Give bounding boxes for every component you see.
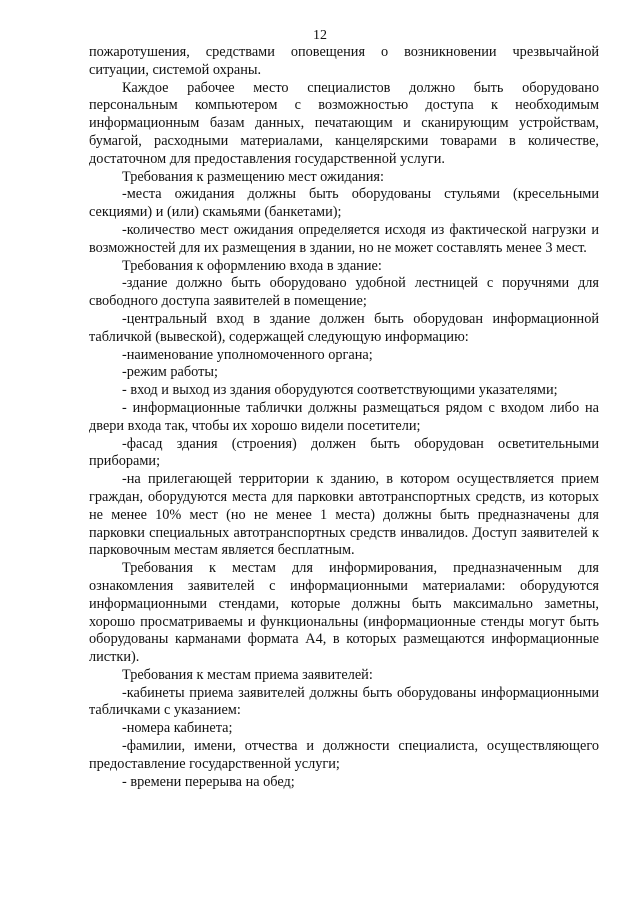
document-body [89, 44, 599, 791]
list-item-entrance-sign: -центральный вход в здание должен быть оборудован информационной табличкой (вывеской), содержащей следующую информацию: [89, 310, 599, 345]
list-item-specialist-name: -фамилии, имени, отчества и должности специалиста, осуществляющего предоставление государственной услуги; [89, 738, 599, 772]
list-item-entry-exit-signs: - вход и выход из здания оборудуются соответствующими указателями; [122, 382, 558, 399]
paragraph-continuation: пожаротушения, средствами оповещения о возникновении чрезвычайной ситуации, системой охраны. [89, 44, 599, 78]
list-item-waiting-count: -количество мест ожидания определяется исходя из фактической нагрузки и возможностей для их размещения в здании, но не может составлять менее 3 мест. [89, 221, 599, 256]
list-item-room-number: -номера кабинета; [122, 720, 233, 737]
paragraph-information-places: Требования к местам для информирования, предназначенным для ознакомления заявителей с информационными материалами: оборудуются информационными стендами, которые должны быть максимально заметны, хорошо просматриваемы и функциональны (информационные стенды могут быть оборудованы карманами формата А4, в которых размещаются информационные листки). [89, 560, 599, 666]
list-item-waiting-seating: -места ожидания должны быть оборудованы стульями (кресельными секциями) и (или) скамьями (банкетами); [89, 186, 599, 221]
heading-reception-places: Требования к местам приема заявителей: [122, 666, 373, 683]
list-item-reception-rooms: -кабинеты приема заявителей должны быть оборудованы информационными табличками с указанием: [89, 684, 599, 719]
list-item-working-hours: -режим работы; [122, 364, 218, 381]
heading-entrance: Требования к оформлению входа в здание: [122, 257, 382, 274]
list-item-entrance-stairs: -здание должно быть оборудовано удобной лестницей с поручнями для свободного доступа заявителей в помещение; [89, 275, 599, 310]
heading-waiting-areas: Требования к размещению мест ожидания: [122, 168, 384, 185]
list-item-parking: -на прилегающей территории к зданию, в котором осуществляется прием граждан, оборудуются места для парковки автотранспортных средств, из которых не менее 10% мест (но не менее 1 места) должны быть предназначены для парковки специальных автотранспортных средств инвалидов. Доступ заявителей к парковочным местам является бесплатным. [89, 471, 599, 559]
paragraph-workplace-equipment: Каждое рабочее место специалистов должно быть оборудовано персональным компьютером с возможностью доступа к необходимым информационным базам данных, печатающим и сканирующим устройствам, бумагой, расходными материалами, канцелярскими товарами в количестве, достаточном для предоставления государственной услуги. [89, 79, 599, 167]
list-item-info-plates: - информационные таблички должны размещаться рядом с входом либо на двери входа так, чтобы их хорошо видели посетители; [89, 399, 599, 434]
page-number: 12 [313, 28, 327, 43]
list-item-facade-lighting: -фасад здания (строения) должен быть оборудован осветительными приборами; [89, 435, 599, 470]
list-item-authority-name: -наименование уполномоченного органа; [122, 346, 373, 363]
list-item-lunch-break: - времени перерыва на обед; [122, 773, 295, 790]
